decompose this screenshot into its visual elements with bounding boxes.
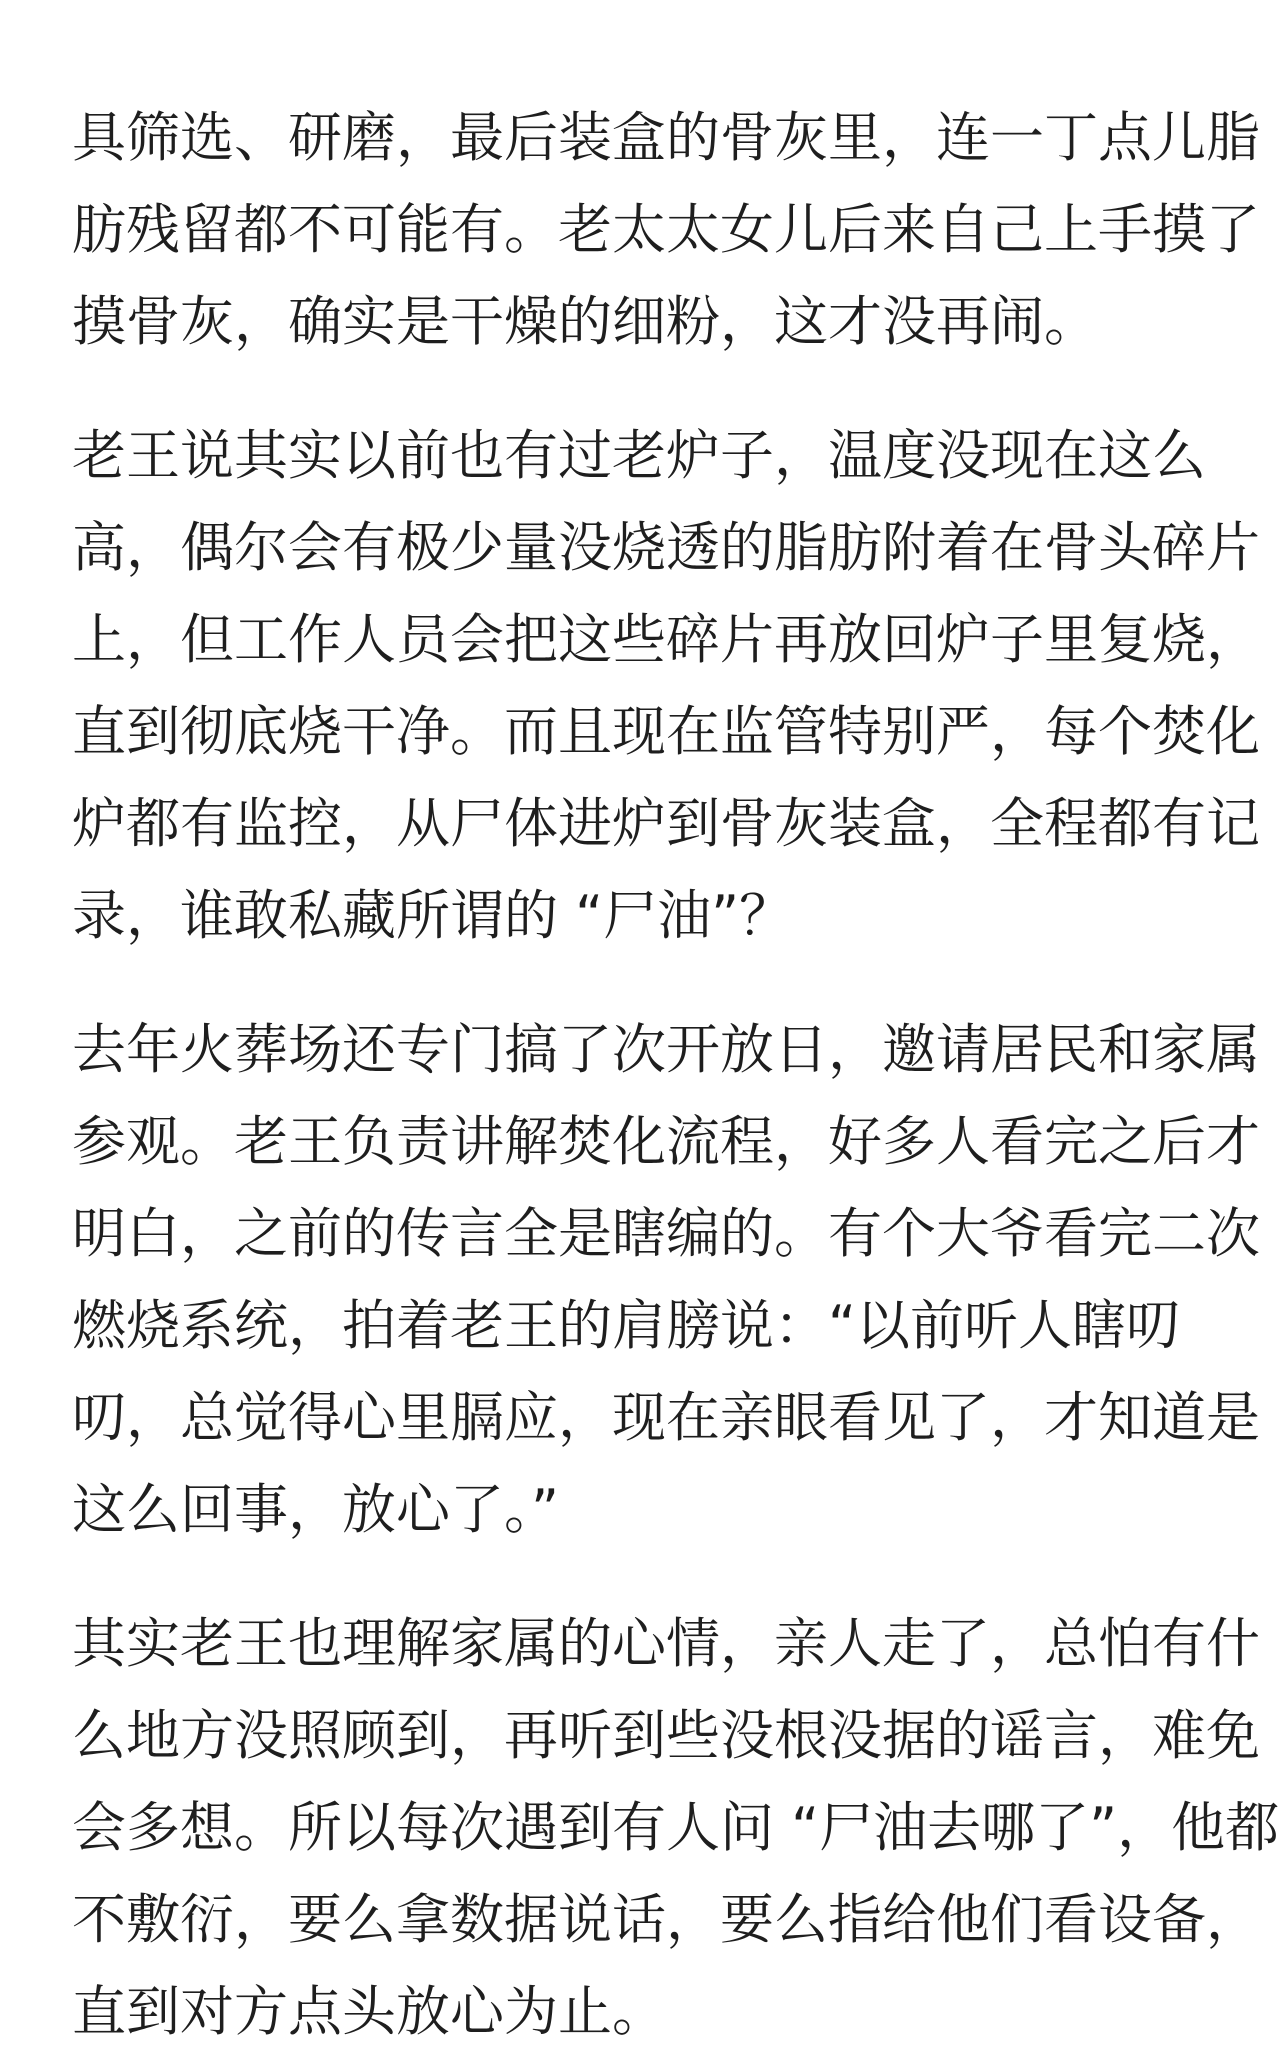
paragraph-1 [72,92,1260,368]
text-line: 摸骨灰，确实是干燥的细粉，这才没再闹。 [72,290,1098,353]
paragraph-2 [72,410,1260,962]
text-line: 不敷衍，要么拿数据说话，要么指给他们看设备， [72,1888,1260,1951]
text-line: 录，谁敢私藏所谓的 “尸油”？ [72,884,794,947]
text-line: 高，偶尔会有极少量没烧透的脂肪附着在骨头碎片 [72,516,1260,579]
text-line: 直到彻底烧干净。而且现在监管特别严，每个焚化 [72,700,1260,763]
text-line: 叨，总觉得心里膈应，现在亲眼看见了，才知道是 [72,1386,1260,1449]
text-line: 炉都有监控，从尸体进炉到骨灰装盒，全程都有记 [72,792,1260,855]
text-line: 明白，之前的传言全是瞎编的。有个大爷看完二次 [72,1202,1260,1265]
paragraph-3 [72,1004,1260,1556]
text-line: 老王说其实以前也有过老炉子，温度没现在这么 [72,424,1206,487]
text-line: 会多想。所以每次遇到有人问 “尸油去哪了”，他都 [72,1796,1280,1859]
text-line: 直到对方点头放心为止。 [72,1980,666,2043]
text-line: 具筛选、研磨，最后装盒的骨灰里，连一丁点儿脂 [72,106,1260,169]
paragraph-4 [72,1598,1280,2058]
text-line: 肪残留都不可能有。老太太女儿后来自己上手摸了 [72,198,1260,261]
text-line: 么地方没照顾到，再听到些没根没据的谣言，难免 [72,1704,1260,1767]
text-line: 燃烧系统，拍着老王的肩膀说：“以前听人瞎叨 [72,1294,1180,1357]
article-body [72,92,1280,2058]
text-line: 去年火葬场还专门搞了次开放日，邀请居民和家属 [72,1018,1260,1081]
text-line: 其实老王也理解家属的心情，亲人走了，总怕有什 [72,1612,1260,1675]
text-line: 上，但工作人员会把这些碎片再放回炉子里复烧， [72,608,1260,671]
text-line: 参观。老王负责讲解焚化流程，好多人看完之后才 [72,1110,1260,1173]
text-line: 这么回事，放心了。” [72,1478,559,1541]
